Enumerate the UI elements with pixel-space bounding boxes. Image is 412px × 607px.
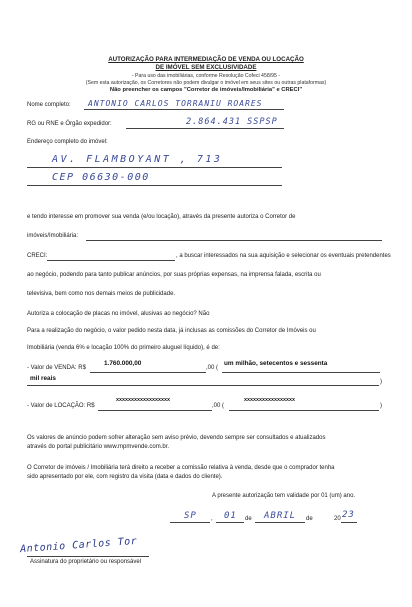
televisiva-text: televisiva, bem como nos demais meios de publicidade.: [27, 291, 176, 297]
document-title-line1: AUTORIZAÇÃO PARA INTERMEDIAÇÃO DE VENDA OU LOCAÇÃO: [108, 56, 304, 63]
assinatura-label: Assinatura do proprietário ou responsável: [30, 559, 142, 565]
locacao-label: - Valor de LOCAÇÃO: R$: [27, 403, 95, 409]
endereco-underline-2: [27, 185, 282, 186]
document-title-line2: DE IMÓVEL SEM EXCLUSIVIDADE: [155, 64, 257, 71]
mes-underline: [255, 522, 305, 523]
subtitle-resolution: - Para uso das imobiliárias, conforme Resolução Cofeci 458/95 -: [131, 73, 281, 79]
dia-value[interactable]: 01: [224, 511, 237, 521]
subtitle-note: (Sem esta autorização, os Corretores não podem divulgar o imóvel em seus sites ou outras plataformas): [85, 80, 327, 86]
locacao-cents: ,00 (: [212, 403, 225, 409]
signature: Antonio Carlos Tor: [19, 535, 138, 556]
placas-text: Autoriza a colocação de placas no imóvel, alusivas ao negócio? Não: [27, 311, 210, 317]
creci-text: , a buscar interessados na sua aquisição e selecionar os eventuais pretendentes: [176, 253, 391, 259]
negocio-text: ao negócio, podendo para tanto publicar anúncios, por suas próprias expensas, na imprensa falada, escrita ou: [27, 272, 321, 278]
venda-underline: [90, 372, 206, 373]
date-comma: ,: [211, 516, 213, 522]
dia-underline: [216, 522, 244, 523]
locacao-extenso-underline: [229, 410, 379, 411]
rg-underline: [126, 128, 284, 129]
imoveis-underline[interactable]: [86, 240, 382, 241]
valores-anuncio-1: Os valores de anúncio podem sofrer alteração sem aviso prévio, devendo sempre ser consultados e atualizados: [27, 435, 326, 441]
ano-value[interactable]: 23: [342, 510, 355, 520]
corretor-text-1: O Corretor de imóveis / Imobiliária terá direito a receber a comissão relativa à venda, desde que o comprador tenha: [27, 465, 335, 471]
endereco-label: Endereço completo do imóvel:: [27, 139, 108, 145]
ano-prefix: 20: [334, 516, 341, 522]
venda-close-paren: ): [380, 379, 382, 385]
endereco-underline-1: [27, 167, 282, 168]
validade-text: A presente autorização tem validade por 01 (um) ano.: [212, 493, 356, 499]
nome-label: Nome completo:: [27, 102, 71, 108]
corretor-text-2: sido apresentado por ele, com registro da visita (data e dados do cliente).: [27, 474, 223, 480]
notice-text: Não preencher os campos "Corretor de imóveis/Imobiliária" e CRECI": [109, 87, 303, 93]
ano-underline: [341, 522, 357, 523]
signature-line: [27, 556, 149, 557]
interesse-text: e tendo interesse em promover sua venda (e/ou locação), através da presente autoriza o Corretor de: [27, 214, 296, 220]
date-de-1: de: [245, 516, 252, 522]
endereco-line2[interactable]: CEP 06630-000: [52, 172, 150, 183]
local-value[interactable]: SP: [184, 511, 197, 521]
creci-underline[interactable]: [47, 260, 175, 261]
venda-cents: ,00 (: [206, 365, 219, 371]
mes-value[interactable]: ABRIL: [264, 511, 297, 521]
date-de-2: de: [306, 516, 313, 522]
rg-label: RG ou RNE e Órgão expedidor:: [27, 121, 112, 127]
locacao-close-paren: ): [380, 403, 382, 409]
creci-label: CRECI:: [27, 253, 48, 259]
venda-extenso-underline-2: [27, 385, 379, 386]
imoveis-label: imóveis/Imobiliária:: [27, 233, 79, 239]
realizacao-text-1: Para a realização do negócio, o valor pedido nesta data, já inclusas as comissões do Corretor de Imóveis ou: [27, 328, 316, 334]
locacao-extenso-value[interactable]: xxxxxxxxxxxxxxxxx: [244, 397, 295, 403]
nome-value[interactable]: ANTONIO CARLOS TORRANIU ROARES: [88, 99, 263, 108]
local-underline: [170, 522, 210, 523]
endereco-line1[interactable]: AV. FLAMBOYANT , 713: [52, 154, 223, 165]
venda-extenso-value-2[interactable]: mil reais: [30, 375, 56, 382]
locacao-value[interactable]: xxxxxxxxxxxxxxxxxx: [116, 397, 170, 403]
venda-extenso-value[interactable]: um milhão, setecentos e sessenta: [224, 360, 328, 367]
venda-extenso-underline: [222, 372, 380, 373]
venda-label: - Valor de VENDA: R$: [27, 365, 86, 371]
realizacao-text-2: Imobiliária (venda 6% e locação 100% do primeiro aluguel líquido), é de:: [27, 345, 220, 351]
venda-value[interactable]: 1.760.000,00: [104, 360, 142, 367]
locacao-underline: [98, 410, 212, 411]
nome-underline: [84, 109, 284, 110]
rg-value[interactable]: 2.864.431 SSPSP: [186, 117, 278, 127]
valores-anuncio-2: através do portal publicitário www.mpmvende.com.br.: [27, 444, 170, 450]
